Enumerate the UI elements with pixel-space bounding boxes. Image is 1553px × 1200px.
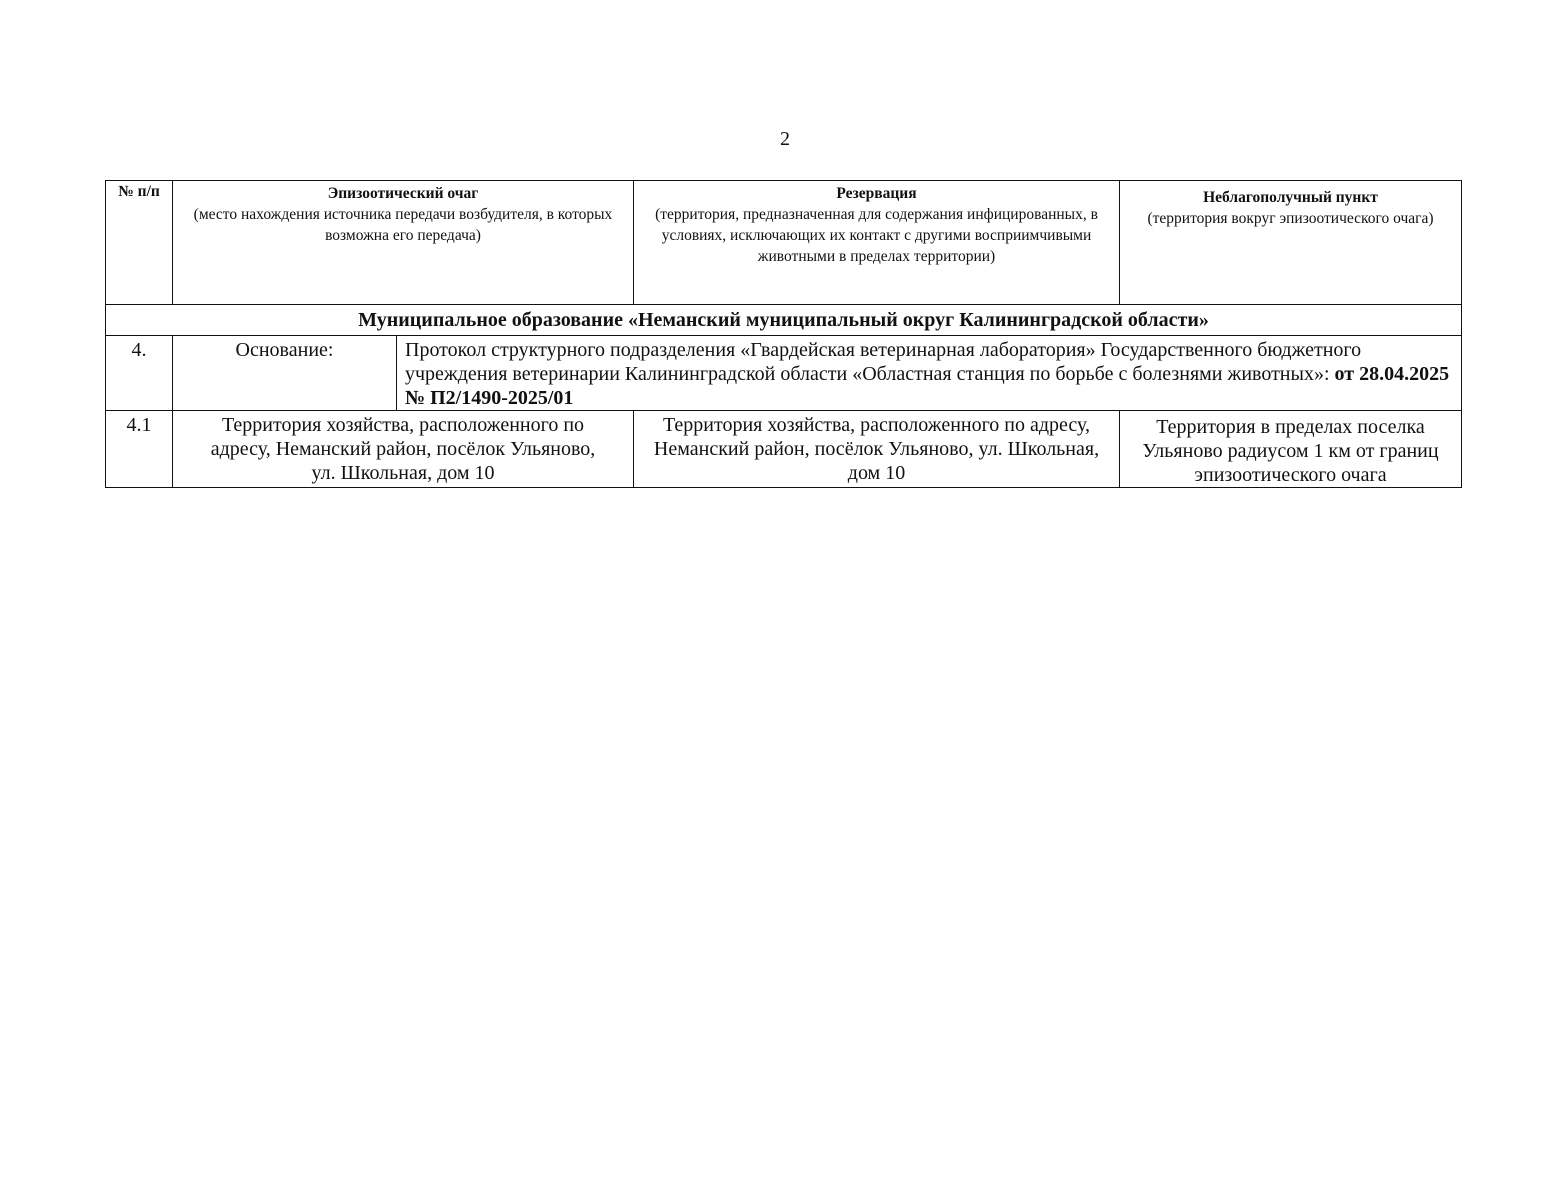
page-number: 2 — [780, 128, 790, 150]
epizootic-table — [105, 180, 1462, 488]
basis-row — [106, 336, 1462, 411]
header-focus-desc: (место нахождения источника передачи возбудителя, в которых возможна его передача) — [193, 206, 613, 244]
table-header-row — [106, 181, 1462, 305]
basis-num: 4. — [106, 336, 173, 411]
region-row — [106, 305, 1462, 336]
header-reservation-desc: (территория, предназначенная для содержания инфицированных, в условиях, исключающих их контакт с другими восприимчивыми животными в пределах территории) — [655, 206, 1098, 265]
basis-text: Протокол структурного подразделения «Гвардейская ветеринарная лаборатория» Государственного бюджетного учреждения ветеринарии Калининградской области «Областная станция по борьбе с болезнями животных»: — [405, 339, 1362, 385]
row-unfavorable: Территория в пределах поселка Ульяново радиусом 1 км от границ эпизоотического очага — [1120, 411, 1462, 488]
header-focus — [173, 181, 634, 305]
header-reservation-title: Резервация — [836, 185, 917, 202]
row-reservation: Территория хозяйства, расположенного по адресу, Неманский район, посёлок Ульяново, ул. Школьная, дом 10 — [634, 411, 1120, 488]
basis-text-cell — [397, 336, 1462, 411]
header-unfavorable-desc: (территория вокруг эпизоотического очага) — [1147, 210, 1434, 227]
header-unfavorable-title: Неблагополучный пункт — [1203, 189, 1378, 206]
row-focus: Территория хозяйства, расположенного по адресу, Неманский район, посёлок Ульяново, ул. Школьная, дом 10 — [173, 411, 634, 488]
header-unfavorable — [1120, 181, 1462, 305]
basis-protocol: от 28.04.2025 № П2/1490-2025/01 — [405, 363, 1450, 409]
header-focus-title: Эпизоотический очаг — [327, 185, 479, 202]
region-title: Муниципальное образование «Неманский муниципальный округ Калининградской области» — [106, 305, 1462, 336]
row-num: 4.1 — [106, 411, 173, 488]
header-num: № п/п — [106, 181, 173, 305]
table-row — [106, 411, 1462, 488]
basis-label: Основание: — [173, 336, 397, 411]
header-reservation — [634, 181, 1120, 305]
